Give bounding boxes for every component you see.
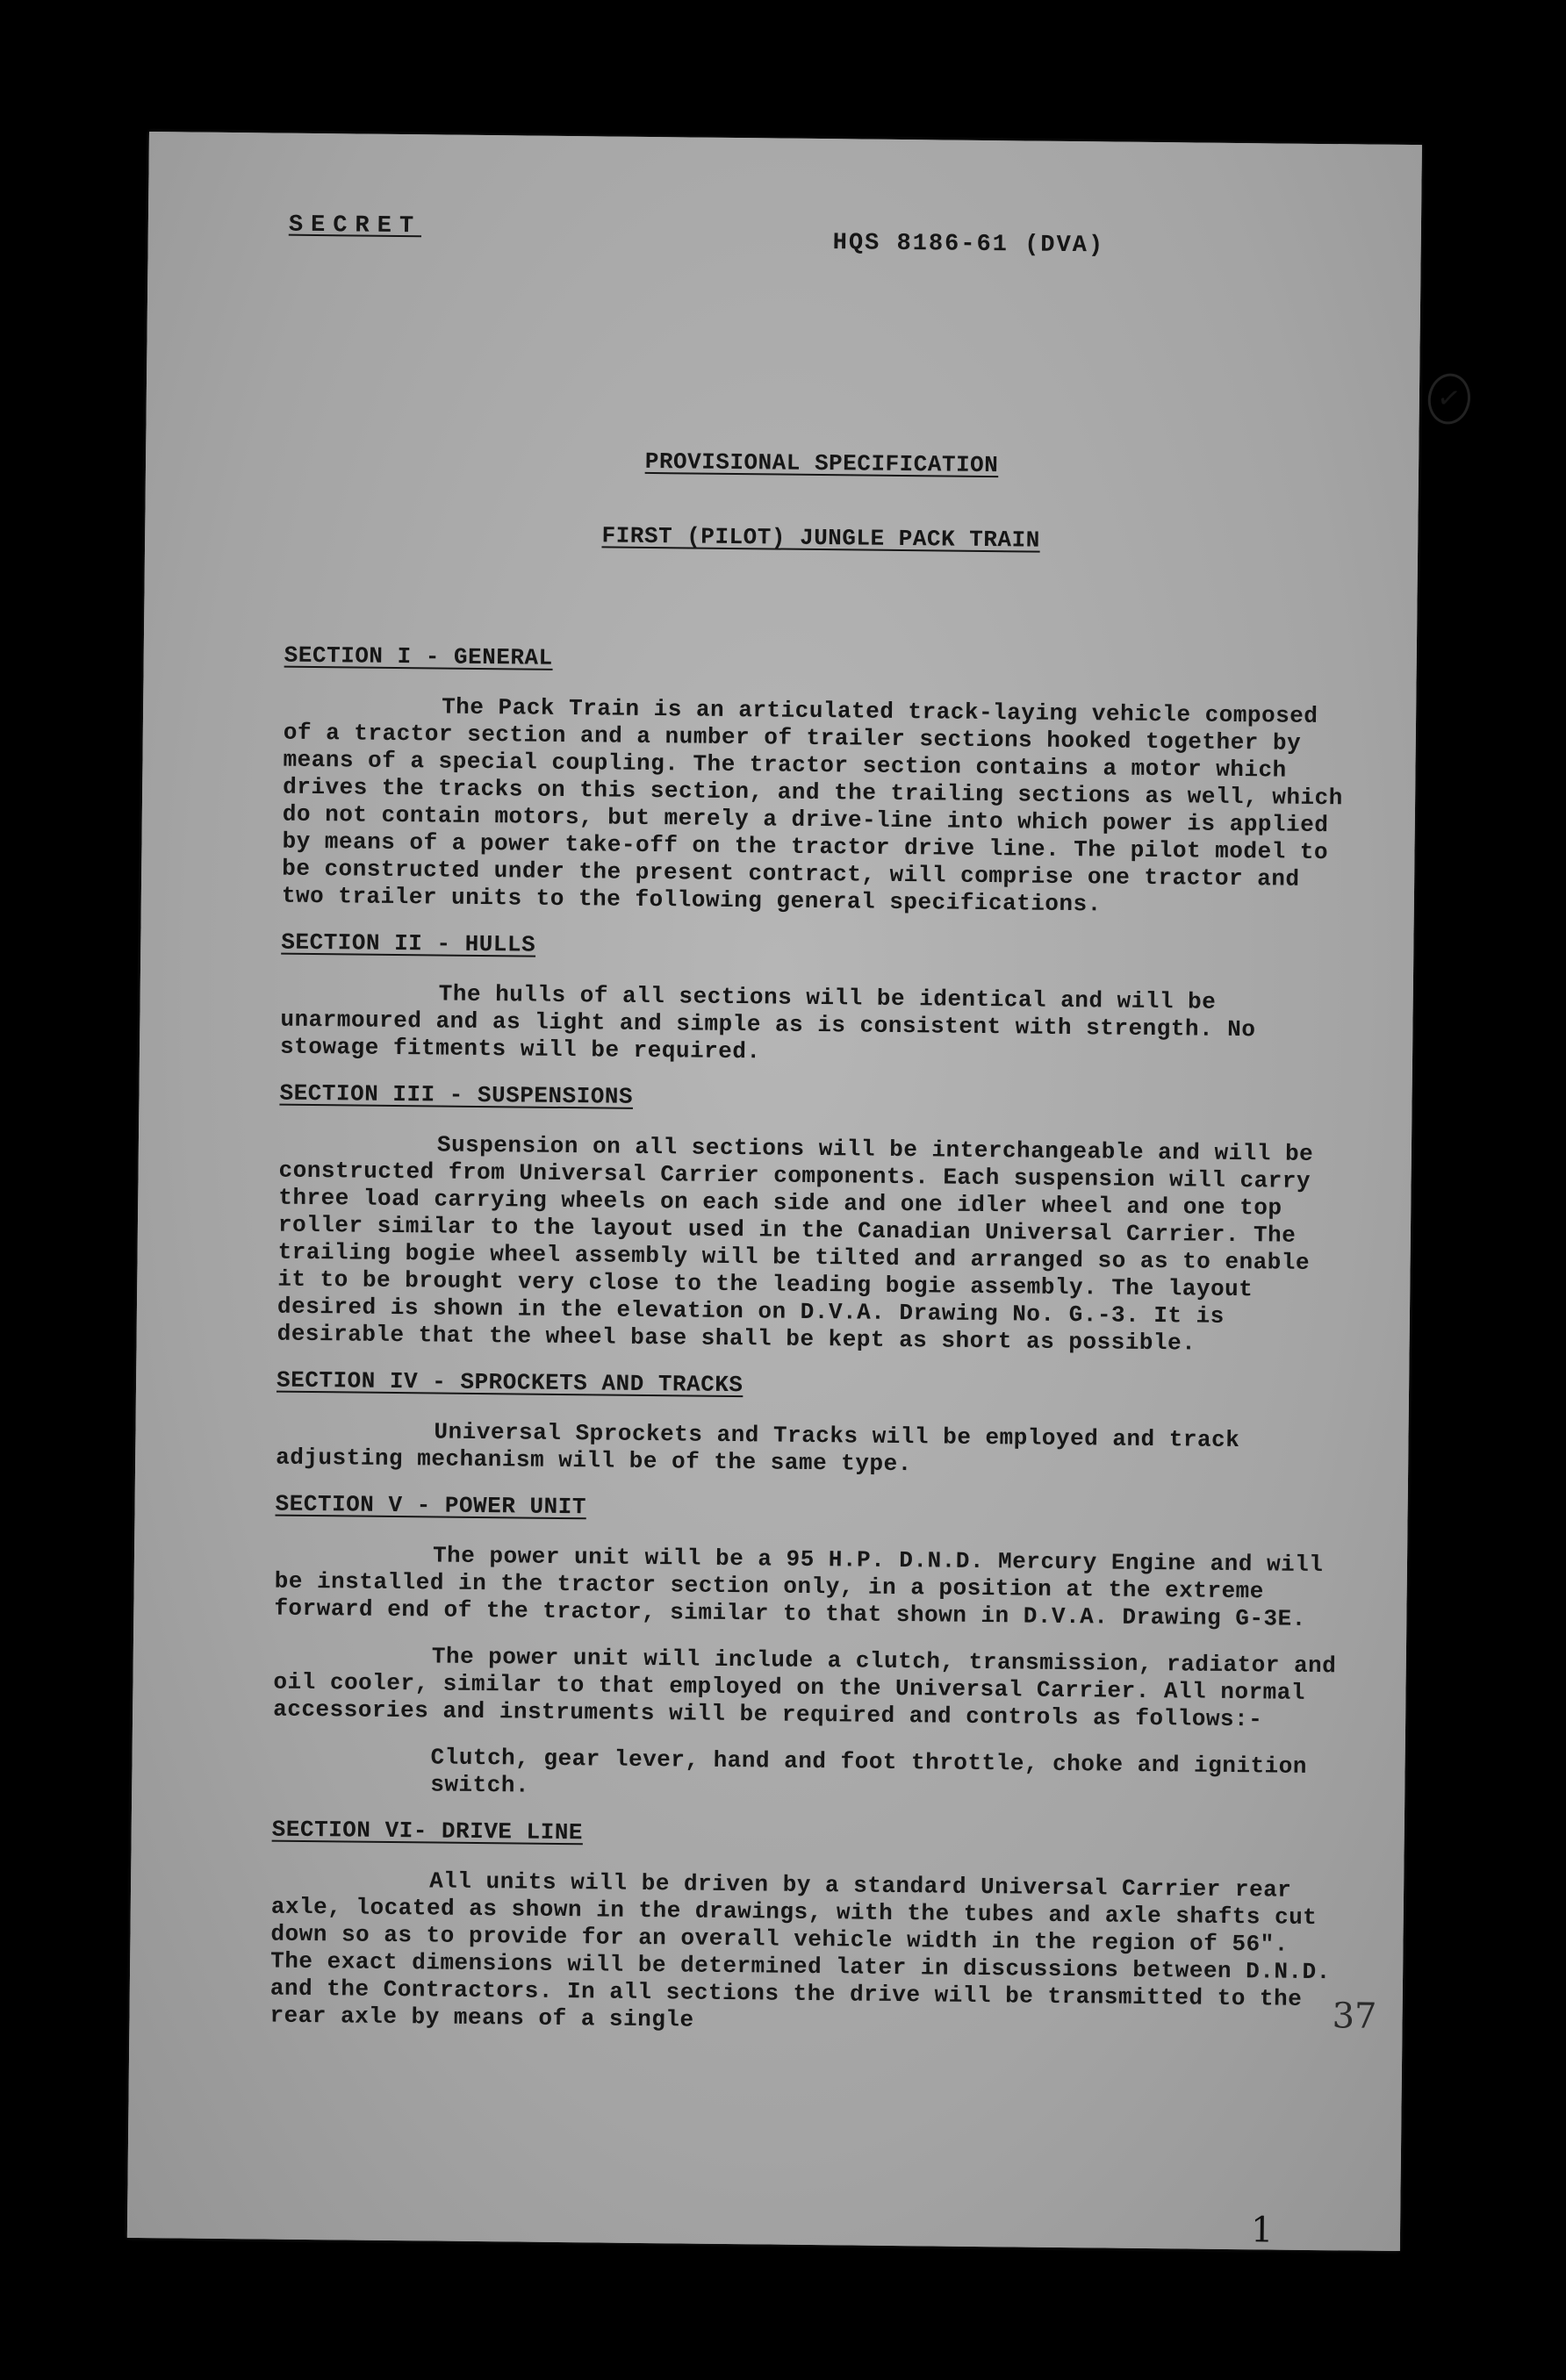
section-paragraph: Universal Sprockets and Tracks will be employed and track adjusting mechanism will be of the same type. [276,1418,1240,1478]
handwritten-folio-number: 37 [1332,1996,1377,2037]
section-heading: SECTION I - GENERAL [284,642,553,671]
section-paragraph: The power unit will be a 95 H.P. D.N.D. Mercury Engine and will be installed in the tractor section only, in a position at the extreme forward end of the tractor, similar to that shown in D.V.A. Drawing G-3E. [274,1542,1324,1632]
controls-list-item: Clutch, gear lever, hand and foot throttle, choke and ignition switch. [430,1744,1308,1799]
section-drive-line [269,1817,1342,2041]
section-heading: SECTION II - HULLS [281,928,536,958]
section-paragraph: The Pack Train is an articulated track-laying vehicle composed of a tractor section and a number of trailer sections hooked together by means of a special coupling. The tractor section contains a motor which drives the tracks on this section, and the trailing sections as well, which do not contain motors, but merely a drive-line into which power is applied by means of a power take-off on the tractor drive line. The pilot model to be constructed under the present contract, will comprise one tractor and two trailer units to the following general specifications. [281,693,1343,918]
section-paragraph: All units will be driven by a standard Universal Carrier rear axle, located as shown in the drawings, with the tubes and axle shafts cut down so as to provide for an overall vehicle width in the region of 56". The exact dimensions will be determined later in discussions between D.N.D. and the Contractors. In all sections the drive will be transmitted to the rear axle by means of a single [269,1867,1331,2033]
section-power-unit [272,1491,1347,1809]
handwritten-page-number: 1 [1250,2210,1274,2251]
section-hulls [280,929,1353,1072]
section-sprockets-tracks [276,1367,1347,1483]
section-suspensions [277,1080,1350,1359]
document-body [269,642,1355,2061]
document-page [127,132,1464,2251]
section-paragraph: Suspension on all sections will be interchangeable and will be constructed from Universal Carrier components. Each suspension will carry three load carrying wheels on each side and one idler wheel and one top roller similar to the layout used in the Canadian Universal Carrier. The trailing bogie wheel assembly will be tilted and arranged so as to enable it to be brought very close to the leading bogie assembly. The layout desired is shown in the elevation on D.V.A. Drawing No. G.-3. It is desirable that the wheel base shall be kept as short as possible. [277,1131,1314,1357]
section-heading: SECTION III - SUSPENSIONS [279,1079,634,1110]
classification-marking: SECRET [288,211,422,240]
section-paragraph: The hulls of all sections will be identical and will be unarmoured and as light and simple as is consistent with strength. No stowage fitments will be required. [279,980,1256,1065]
section-general [282,642,1355,921]
document-title: PROVISIONAL SPECIFICATION [644,448,999,479]
handwritten-check-icon: ✓ [1425,370,1474,427]
section-paragraph: The power unit will include a clutch, transmission, radiator and oil cooler, similar to that employed on the Universal Carrier. All normal accessories and instruments will be required and controls as follows:- [273,1643,1337,1733]
section-heading: SECTION V - POWER UNIT [275,1490,587,1521]
document-subtitle: FIRST (PILOT) JUNGLE PACK TRAIN [601,522,1040,554]
section-heading: SECTION VI- DRIVE LINE [271,1816,584,1846]
section-heading: SECTION IV - SPROCKETS AND TRACKS [276,1366,743,1399]
file-reference: HQS 8186-61 (DVA) [832,230,1105,260]
